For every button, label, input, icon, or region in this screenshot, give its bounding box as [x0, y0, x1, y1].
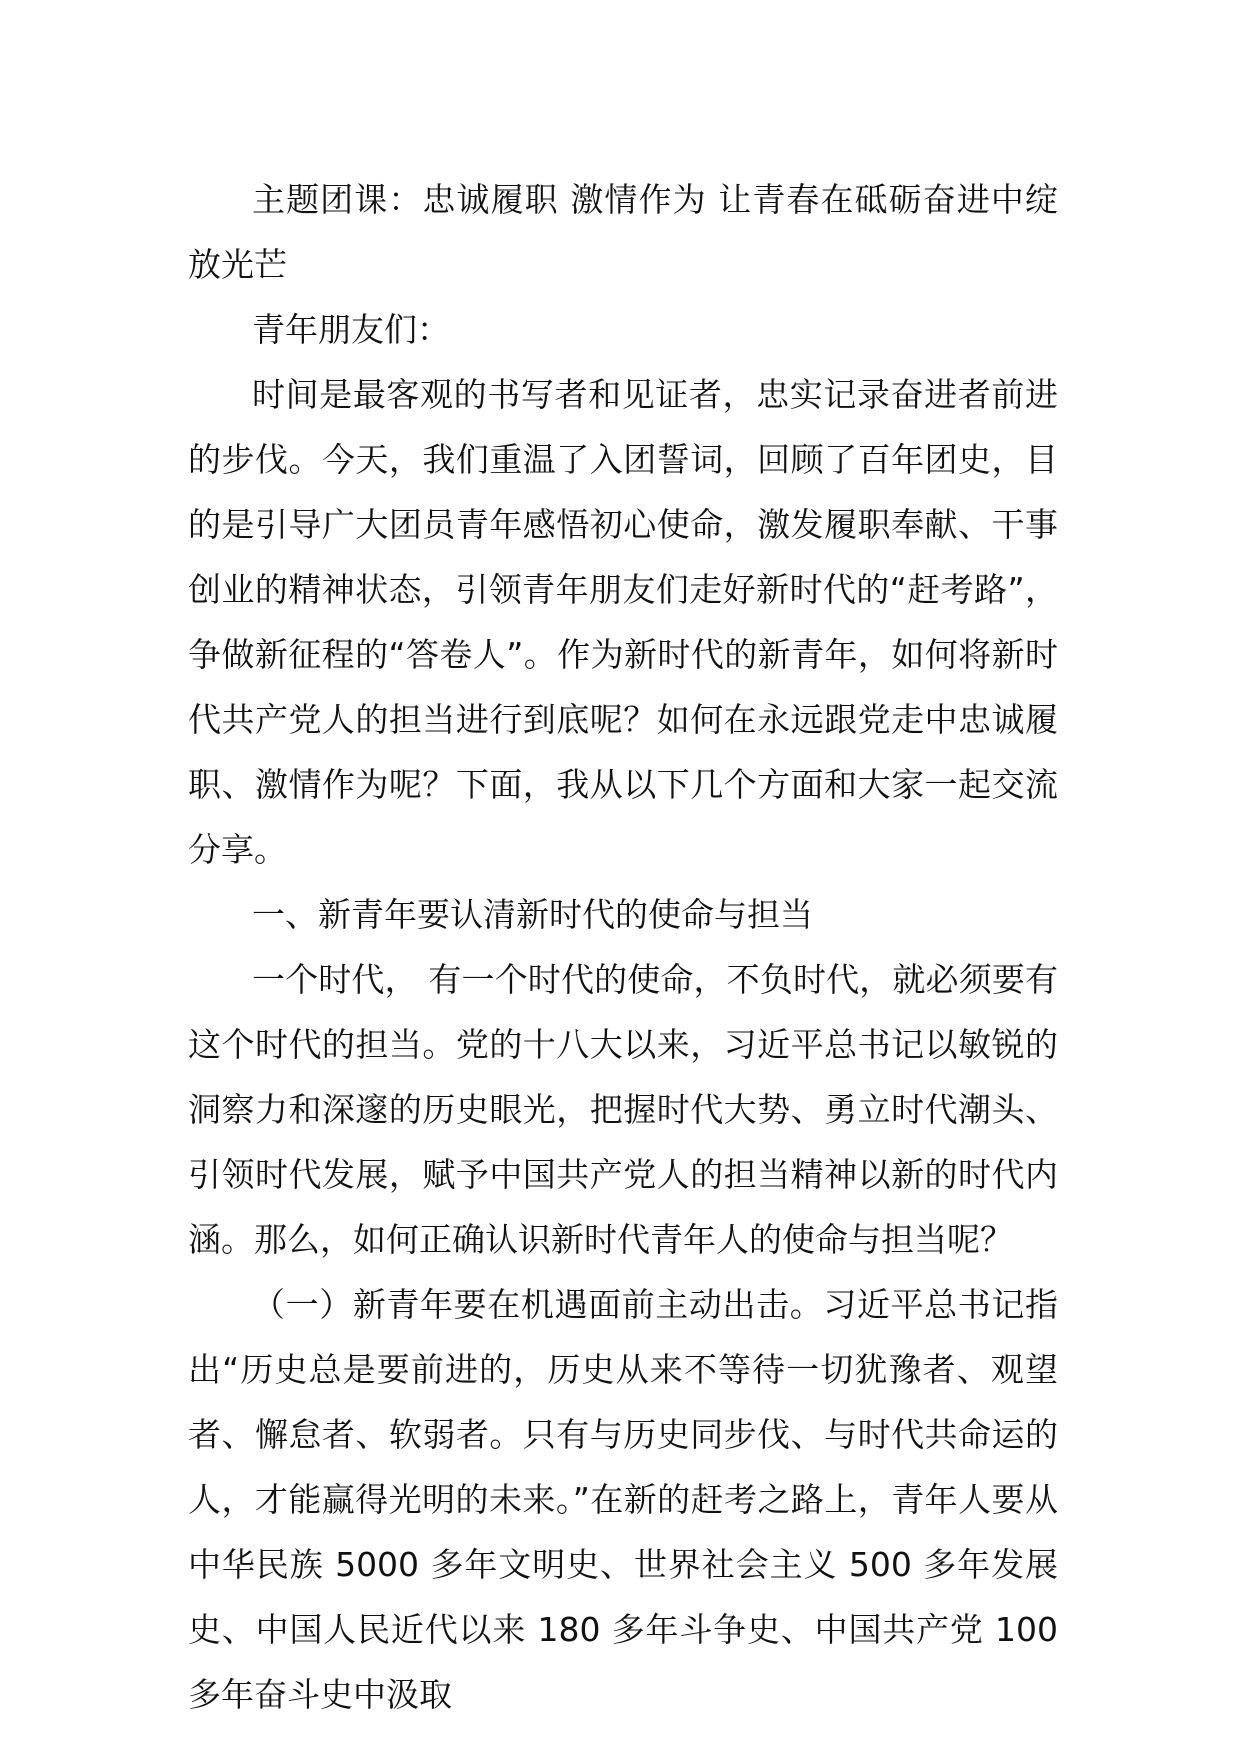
subsection-1-paragraph: （一）新青年要在机遇面前主动出击。习近平总书记指出“历史总是要前进的，历史从来不等待一切犹豫者、观望者、懈怠者、软弱者。只有与历史同步伐、与时代共命运的人，才能赢得光明的未来。”在新的赶考之路上，青年人要从中华民族 5000 多年文明史、世界社会主义 500 多年发展史、中国人民近代以来 180 多年斗争史、中国共产党 100 多年奋斗史中汲取: [188, 1285, 1058, 1714]
section-1-paragraph: 一个时代， 有一个时代的使命，不负时代，就必须要有这个时代的担当。党的十八大以来，习近平总书记以敏锐的洞察力和深邃的历史眼光，把握时代大势、勇立时代潮头、引领时代发展，赋予中国共产党人的担当精神以新的时代内涵。那么，如何正确认识新时代青年人的使命与担当呢？: [188, 960, 1058, 1259]
document-title: 主题团课：忠诚履职 激情作为 让青春在砥砺奋进中绽放光芒: [188, 180, 1058, 284]
greeting: 青年朋友们：: [252, 310, 450, 349]
section-heading-1: 一、新青年要认清新时代的使命与担当: [252, 895, 813, 934]
document-body: [188, 167, 1058, 1727]
intro-paragraph: 时间是最客观的书写者和见证者，忠实记录奋进者前进的步伐。今天，我们重温了入团誓词，回顾了百年团史，目的是引导广大团员青年感悟初心使命，激发履职奉献、干事创业的精神状态，引领青年朋友们走好新时代的“赶考路”，争做新征程的“答卷人”。作为新时代的新青年，如何将新时代共产党人的担当进行到底呢？如何在永远跟党走中忠诚履职、激情作为呢？下面，我从以下几个方面和大家一起交流分享。: [188, 375, 1058, 869]
